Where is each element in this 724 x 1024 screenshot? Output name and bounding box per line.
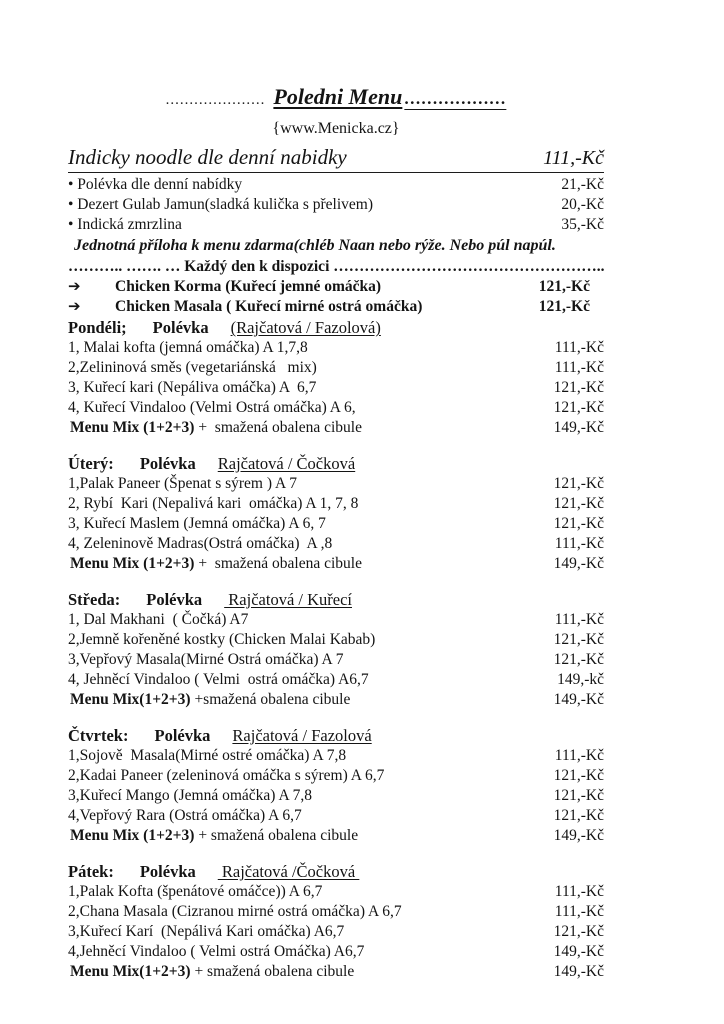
- day-name: Pondéli;: [68, 318, 127, 337]
- menu-item-price: 111,-Kč: [554, 359, 604, 376]
- free-side-note: Jednotná příloha k menu zdarma(chléb Naan nebo rýže. Nebo púl napúl.: [74, 237, 556, 254]
- menu-item-price: 121,-Kč: [553, 651, 604, 668]
- day-items: [68, 746, 604, 826]
- page-title: [68, 84, 604, 113]
- menu-item-price: 121,-Kč: [553, 923, 604, 940]
- menu-item-name: 2,Jemně kořeněné kostky (Chicken Malai Kabab): [68, 631, 376, 648]
- day-section: [68, 453, 604, 574]
- menu-mix-row: [68, 962, 604, 982]
- menu-mix-rest: + smažená obalena cibule: [194, 827, 359, 844]
- menu-item-price: 111,-Kč: [554, 883, 604, 900]
- menu-item-row: [68, 297, 604, 317]
- menu-mix-bold: Menu Mix (1+2+3): [70, 419, 195, 436]
- menu-item-name: 3,Kuřecí Mango (Jemná omáčka) A 7,8: [68, 787, 313, 804]
- menu-item-price: 121,-Kč: [538, 278, 590, 295]
- menu-item-price: 121,-Kč: [553, 631, 604, 648]
- menu-item-name: • Indická zmrzlina: [68, 216, 182, 233]
- menu-mix-name: [68, 826, 554, 846]
- menu-mix-price: 149,-Kč: [553, 827, 604, 844]
- menu-mix-price: 149,-Kč: [553, 419, 604, 436]
- menu-mix-bold: Menu Mix (1+2+3): [70, 555, 195, 572]
- menu-mix-bold: Menu Mix(1+2+3): [70, 691, 191, 708]
- menu-item-name: 4, Zeleninově Madras(Ostrá omáčka) A ,8: [68, 535, 333, 552]
- menu-item-row: [68, 358, 604, 378]
- day-heading: [68, 725, 604, 746]
- menu-item-name: 3,Vepřový Masala(Mirné Ostrá omáčka) A 7: [68, 651, 344, 668]
- soup-kind: Rajčatová / Fazolová: [232, 726, 372, 745]
- menu-item-price: 20,-Kč: [561, 196, 604, 213]
- menu-item-row: [68, 650, 604, 670]
- menu-item-name: 1,Palak Paneer (Špenat s sýrem ) A 7: [68, 475, 298, 492]
- menu-item-name: 4, Jehněcí Vindaloo ( Velmi ostrá omáčka) A6,7: [68, 671, 369, 688]
- menu-item-row: [68, 534, 604, 554]
- menu-item-name: 4,Jehněcí Vindaloo ( Velmi ostrá Omáčka) A6,7: [68, 943, 365, 960]
- menu-mix-name: [68, 690, 554, 710]
- day-heading: [68, 453, 604, 474]
- day-section: [68, 317, 604, 438]
- day-items: [68, 610, 604, 690]
- menu-item-price: 121,-Kč: [553, 399, 604, 416]
- menu-mix-name: [68, 962, 554, 982]
- menu-item-name: 2,Zelininová směs (vegetariánská mix): [68, 359, 317, 376]
- menu-item-price: 111,-Kč: [554, 903, 604, 920]
- menu-item-row: [68, 610, 604, 630]
- menu-mix-rest: +smažená obalena cibule: [190, 691, 351, 708]
- day-section: [68, 589, 604, 710]
- menu-mix-price: 149,-Kč: [553, 555, 604, 572]
- soup-label: Polévka: [139, 862, 196, 881]
- day-heading: [68, 589, 604, 610]
- menu-mix-bold: Menu Mix (1+2+3): [70, 827, 195, 844]
- menu-mix-rest: + smažená obalena cibule: [194, 555, 362, 572]
- day-items: [68, 474, 604, 554]
- menu-item-name: 2, Rybí Kari (Nepalivá kari omáčka) A 1, 7, 8: [68, 495, 359, 512]
- title-leading-dots: .....................: [165, 92, 266, 108]
- day-name: Středa:: [68, 590, 121, 609]
- menu-item-row: [68, 806, 604, 826]
- menu-item-price: 121,-Kč: [553, 515, 604, 532]
- day-items: [68, 338, 604, 418]
- menu-item-name: Chicken Korma (Kuřecí jemné omáčka): [115, 278, 382, 295]
- menu-item-row: [68, 215, 604, 235]
- menu-item-price: 149,-Kč: [553, 943, 604, 960]
- menu-item-row: [68, 922, 604, 942]
- menu-item-name: 1, Malai kofta (jemná omáčka) A 1,7,8: [68, 339, 308, 356]
- menu-item-row: [68, 514, 604, 534]
- day-section: [68, 725, 604, 846]
- menu-item-price: 111,-Kč: [554, 535, 604, 552]
- menu-item-name: 1,Sojově Masala(Mirné ostré omáčka) A 7,8: [68, 747, 347, 764]
- extras-list: [68, 175, 604, 235]
- menu-item-name: 1,Palak Kofta (špenátové omáčce)) A 6,7: [68, 883, 323, 900]
- menu-mix-rest: + smažená obalena cibule: [190, 963, 355, 980]
- day-heading: [68, 861, 604, 882]
- menu-mix-row: [68, 554, 604, 574]
- website-text: {www.Menicka.cz}: [272, 120, 400, 137]
- menu-item-row: [68, 882, 604, 902]
- soup-kind: Rajčatová / Kuřecí: [224, 590, 352, 609]
- soup-label: Polévka: [146, 590, 203, 609]
- menu-item-name: 3, Kuřecí kari (Nepáliva omáčka) A 6,7: [68, 379, 317, 396]
- menu-item-name: 2,Chana Masala (Cizranou mirné ostrá omáčka) A 6,7: [68, 903, 402, 920]
- menu-item-row: [68, 474, 604, 494]
- daily-header-label: Každý den k dispozici: [184, 258, 330, 275]
- menu-item-price: 121,-Kč: [553, 787, 604, 804]
- menu-item-row: [68, 494, 604, 514]
- title-trailing-dots: ………………: [404, 89, 507, 108]
- menu-item-row: [68, 786, 604, 806]
- menu-item-name: 4, Kuřecí Vindaloo (Velmi Ostrá omáčka) A 6,: [68, 399, 356, 416]
- menu-item-name: 4,Vepřový Rara (Ostrá omáčka) A 6,7: [68, 807, 302, 824]
- soup-label: Polévka: [154, 726, 211, 745]
- menu-item-price: 111,-Kč: [554, 339, 604, 356]
- menu-item-row: [68, 195, 604, 215]
- menu-item-price: 121,-Kč: [553, 475, 604, 492]
- menu-item-row: [68, 398, 604, 418]
- daily-available-header: [68, 257, 604, 277]
- menu-item-price: 121,-Kč: [553, 495, 604, 512]
- special-item-name: Indicky noodle dle denní nabidky: [68, 145, 347, 169]
- soup-label: Polévka: [152, 318, 209, 337]
- menu-item-price: 21,-Kč: [561, 176, 604, 193]
- weekday-sections: [68, 317, 604, 982]
- soup-kind: Rajčatová /Čočková: [217, 862, 360, 881]
- title-text: Poledni Menu: [273, 84, 403, 109]
- menu-item-price: 121,-Kč: [553, 767, 604, 784]
- menu-item-row: [68, 746, 604, 766]
- menu-item-name: • Dezert Gulab Jamun(sladká kulička s přelivem): [68, 196, 373, 213]
- menu-item-price: 121,-Kč: [553, 379, 604, 396]
- menu-item-price: 149,-kč: [557, 671, 604, 688]
- special-item-price: 111,-Kč: [543, 147, 604, 169]
- menu-item-price: 111,-Kč: [554, 611, 604, 628]
- day-name: Čtvrtek:: [68, 726, 129, 745]
- menu-item-row: [68, 630, 604, 650]
- menu-mix-name: [68, 554, 554, 574]
- menu-item-name: Chicken Masala ( Kuřecí mirné ostrá omáčka): [115, 298, 423, 315]
- menu-item-name: • Polévka dle denní nabídky: [68, 176, 243, 193]
- arrow-icon: ➔: [68, 299, 81, 315]
- day-name: Úterý:: [68, 454, 114, 473]
- menu-item-row: [68, 338, 604, 358]
- soup-kind: (Rajčatová / Fazolová): [230, 318, 381, 337]
- menu-item-row: [68, 175, 604, 195]
- menu-mix-row: [68, 826, 604, 846]
- menu-item-price: 121,-Kč: [538, 298, 590, 315]
- menu-mix-name: [68, 418, 554, 438]
- menu-mix-price: 149,-Kč: [553, 691, 604, 708]
- day-heading: [68, 317, 604, 338]
- day-name: Pátek:: [68, 862, 114, 881]
- arrow-icon: ➔: [68, 279, 81, 295]
- menu-mix-rest: + smažená obalena cibule: [194, 419, 362, 436]
- menu-item-name: 3,Kuřecí Karí (Nepálivá Kari omáčka) A6,7: [68, 923, 345, 940]
- menu-item-name: 3, Kuřecí Maslem (Jemná omáčka) A 6, 7: [68, 515, 326, 532]
- menu-item-row: [68, 766, 604, 786]
- menu-item-price: 111,-Kč: [554, 747, 604, 764]
- menu-item-row: [68, 670, 604, 690]
- special-item-row: [68, 143, 604, 173]
- daily-header-prefix-dots: ……….. ……. …: [68, 258, 185, 275]
- menu-item-price: 121,-Kč: [553, 807, 604, 824]
- menu-item-row: [68, 378, 604, 398]
- menu-mix-row: [68, 418, 604, 438]
- menu-item-price: 35,-Kč: [561, 216, 604, 233]
- menu-item-name: 2,Kadai Paneer (zeleninová omáčka s sýrem) A 6,7: [68, 767, 385, 784]
- menu-mix-row: [68, 690, 604, 710]
- menu-mix-price: 149,-Kč: [553, 963, 604, 980]
- menu-item-row: [68, 277, 604, 297]
- menu-item-row: [68, 902, 604, 922]
- menu-item-row: [68, 942, 604, 962]
- menu-item-name: 1, Dal Makhani ( Čočká) A7: [68, 611, 249, 628]
- day-section: [68, 861, 604, 982]
- day-items: [68, 882, 604, 962]
- daily-specials-list: [68, 277, 604, 317]
- daily-header-suffix-dots: ……………………………………………..: [329, 258, 604, 275]
- soup-label: Polévka: [139, 454, 196, 473]
- soup-kind: Rajčatová / Čočková: [217, 454, 356, 473]
- menu-mix-bold: Menu Mix(1+2+3): [70, 963, 191, 980]
